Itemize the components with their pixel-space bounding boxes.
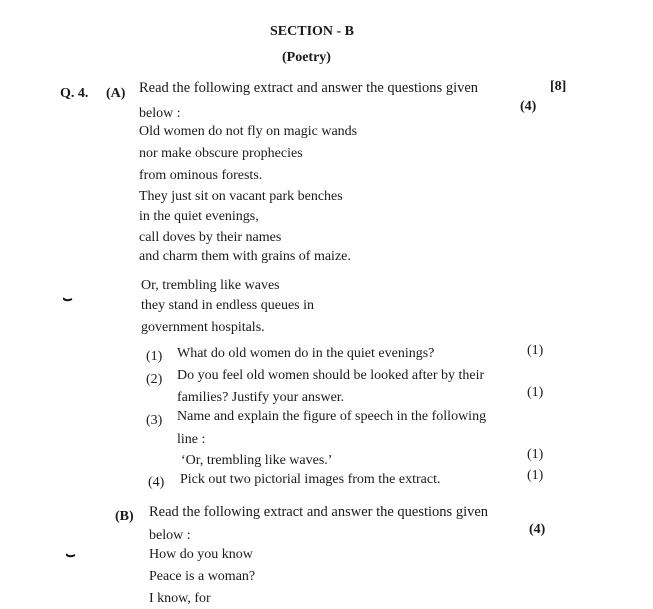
part-a-label: (A) <box>106 86 126 101</box>
question-text: Name and explain the figure of speech in the following <box>177 409 487 424</box>
part-a-marks: (4) <box>520 99 537 114</box>
poem-line: I know, for <box>149 591 211 606</box>
part-b-instruction: Read the following extract and answer the questions given <box>149 504 489 520</box>
question-marks: (1) <box>527 447 544 462</box>
part-a-instruction: Read the following extract and answer the questions given <box>139 80 479 96</box>
question-number: Q. 4. <box>60 86 89 101</box>
poem-line: call doves by their names <box>139 230 282 245</box>
question-num: (1) <box>146 349 163 364</box>
question-num: (3) <box>146 413 163 428</box>
section-title: SECTION - B <box>270 24 355 39</box>
poem-line: in the quiet evenings, <box>139 209 259 224</box>
question-num: (4) <box>148 475 165 490</box>
poem-line: from ominous forests. <box>139 168 263 183</box>
margin-check-mark <box>66 553 76 559</box>
poem-line: they stand in endless queues in <box>141 298 315 313</box>
poem-line: Peace is a woman? <box>149 569 256 584</box>
question-text: families? Justify your answer. <box>177 390 345 405</box>
section-subtitle: (Poetry) <box>282 50 331 65</box>
question-text: ‘Or, trembling like waves.’ <box>181 453 333 468</box>
total-marks: [8] <box>550 79 567 94</box>
margin-check-mark <box>63 297 73 303</box>
question-text: line : <box>177 432 206 447</box>
poem-line: and charm them with grains of maize. <box>139 249 351 264</box>
poem-line: How do you know <box>149 547 253 562</box>
question-marks: (1) <box>527 385 544 400</box>
poem-line: government hospitals. <box>141 320 265 335</box>
poem-line: nor make obscure prophecies <box>139 146 303 161</box>
part-b-instruction-cont: below : <box>149 528 191 543</box>
poem-line: Or, trembling like waves <box>141 278 280 293</box>
part-a-instruction-cont: below : <box>139 106 181 121</box>
question-marks: (1) <box>527 343 544 358</box>
question-text: Pick out two pictorial images from the extract. <box>180 472 441 487</box>
poem-line: They just sit on vacant park benches <box>139 189 343 204</box>
question-marks: (1) <box>527 468 544 483</box>
question-text: Do you feel old women should be looked after by their <box>177 368 485 383</box>
question-num: (2) <box>146 372 163 387</box>
poem-line: Old women do not fly on magic wands <box>139 124 358 139</box>
part-b-marks: (4) <box>529 522 546 537</box>
question-text: What do old women do in the quiet evenings? <box>177 346 435 361</box>
part-b-label: (B) <box>115 509 134 524</box>
